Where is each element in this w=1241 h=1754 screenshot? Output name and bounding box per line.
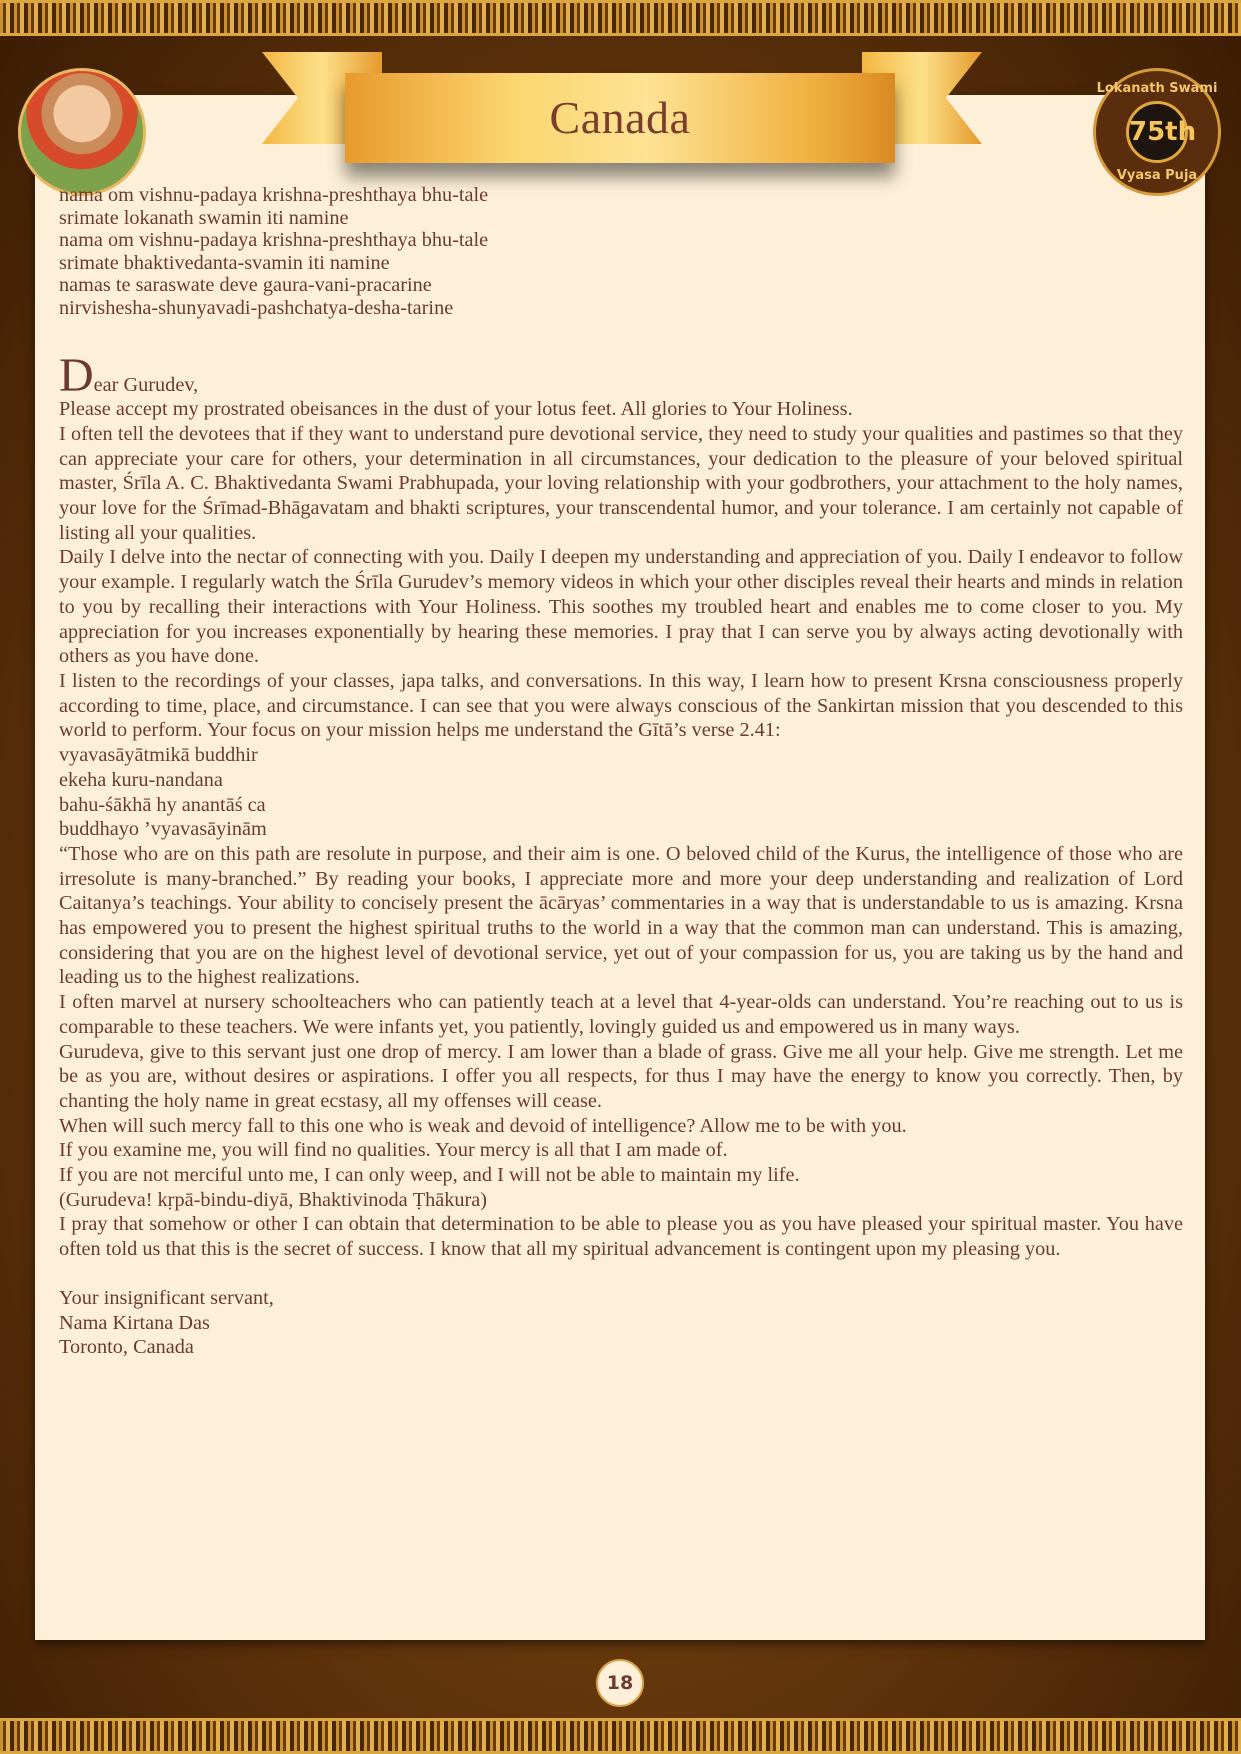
mantra-line: nama om vishnu-padaya krishna-preshthaya bhu-tale: [59, 184, 489, 206]
paragraph: I pray that somehow or other I can obtain that determination to be able to please you as you have pleased your spiritual master. You have often told us that this is the secret of success. I know that all my spiritual advancement is contingent upon my pleasing you.: [59, 1213, 1183, 1261]
paragraph: I listen to the recordings of your classes, japa talks, and conversations. In this way, I learn how to present Krsna consciousness properly according to time, place, and circumstance. I can see that you were always conscious of the Sankirtan mission that you descended to this world to perform. Your focus on your mission helps me understand the Gītā’s verse 2.41:: [59, 670, 1183, 742]
author-location: Toronto, Canada: [59, 1336, 194, 1359]
verse-line: bahu-śākhā hy anantāś ca: [59, 793, 266, 816]
paragraph: If you examine me, you will find no qualities. Your mercy is all that I am made of.: [59, 1139, 728, 1162]
mantra-line: srimate lokanath swamin iti namine: [59, 206, 349, 229]
verse-line: ekeha kuru-nandana: [59, 768, 223, 791]
closing: Your insignificant servant,: [59, 1286, 274, 1309]
mantra-line: srimate bhaktivedanta-svamin iti namine: [59, 251, 390, 274]
badge-bottom-text: Vyasa Puja: [1116, 168, 1198, 183]
paragraph: When will such mercy fall to this one who is weak and devoid of intelligence? Allow me to be with you.: [59, 1114, 907, 1137]
author-name: Nama Kirtana Das: [59, 1311, 210, 1334]
drop-cap: D: [59, 348, 94, 402]
mantra-block: [59, 184, 1183, 320]
mantra-line: nirvishesha-shunyavadi-pashchatya-desha-tarine: [59, 296, 454, 319]
paragraph: “Those who are on this path are resolute in purpose, and their aim is one. O beloved child of the Kurus, the intelligence of those who are irresolute is many-branched.” By reading your books, I appreciate more and more your deep understanding and realization of Lord Caitanya’s teachings. Your ability to concisely present the ācāryas’ commentaries in a way that is understandable to us is amazing. Krsna has empowered you to present the highest spiritual truths to the world in a way that the common man can understand. This is amazing, considering that you are on the highest level of devotional service, yet out of your compassion for us, you are taking us by the hand and leading us to the highest realizations.: [59, 842, 1183, 989]
page-number: 18: [596, 1659, 644, 1707]
anniversary-badge-logo: [1093, 68, 1221, 196]
paragraph: Please accept my prostrated obeisances in the dust of your lotus feet. All glories to Your Holiness.: [59, 398, 853, 421]
verse-line: vyavasāyātmikā buddhir: [59, 744, 258, 767]
mantra-line: namas te saraswate deve gaura-vani-pracarine: [59, 274, 432, 297]
title-banner: [345, 73, 895, 163]
paragraph: I often marvel at nursery schoolteachers who can patiently teach at a level that 4-year-olds can understand. You’re reaching out to us is comparable to these teachers. We were infants yet, you patiently, lovingly guided us and empowered us in many ways.: [59, 991, 1183, 1038]
badge-number: 75th: [1126, 101, 1188, 163]
verse-block: [59, 743, 1183, 842]
paragraph: (Gurudeva! kṛpā-bindu-diyā, Bhaktivinoda Ṭhākura): [59, 1188, 488, 1211]
decorative-border-top: [0, 0, 1241, 36]
paragraph: If you are not merciful unto me, I can only weep, and I will not be able to maintain my life.: [59, 1164, 800, 1187]
page-title: Canada: [549, 92, 691, 143]
greeting-text: ear Gurudev,: [93, 373, 199, 396]
paragraph: I often tell the devotees that if they want to understand pure devotional service, they need to study your qualities and pastimes so that they can appreciate your care for others, your determination in all circumstances, your dedication to the pleasure of your beloved spiritual master, Śrīla A. C. Bhaktivedanta Swami Prabhupada, your loving relationship with your godbrothers, your attachment to the holy names, your love for the Śrīmad-Bhāgavatam and bhakti scriptures, your transcendental humor, and your tolerance. I am certainly not capable of listing all your qualities.: [59, 422, 1183, 544]
mantra-line: nama om vishnu-padaya krishna-preshthaya bhu-tale: [59, 229, 489, 252]
verse-line: buddhayo ’vyavasāyinām: [59, 818, 267, 841]
decorative-border-bottom: [0, 1718, 1241, 1754]
paragraph: Daily I delve into the nectar of connecting with you. Daily I deepen my understanding and appreciation of you. Daily I endeavor to follow your example. I regularly watch the Śrīla Gurudev’s memory videos in which your other disciples reveal their hearts and minds in relation to you by recalling their interactions with Your Holiness. This soothes my troubled heart and enables me to come closer to you. My appreciation for you increases exponentially by hearing these memories. I pray that I can serve you by always acting devotionally with others as you have done.: [59, 546, 1183, 668]
letter-body: [59, 184, 1183, 1360]
badge-top-text: Lokanath Swami: [1096, 81, 1218, 96]
paragraph: Gurudeva, give to this servant just one drop of mercy. I am lower than a blade of grass. Give me all your help. Give me strength. Let me be as you are, without desires or aspirations. I offer you all respects, for thus I may have the energy to know you correctly. Then, by chanting the holy name in great ecstasy, all my offenses will cease.: [59, 1040, 1183, 1112]
portrait-photo: [18, 68, 146, 196]
signature-block: [59, 1286, 1183, 1360]
greeting: [59, 348, 1183, 402]
